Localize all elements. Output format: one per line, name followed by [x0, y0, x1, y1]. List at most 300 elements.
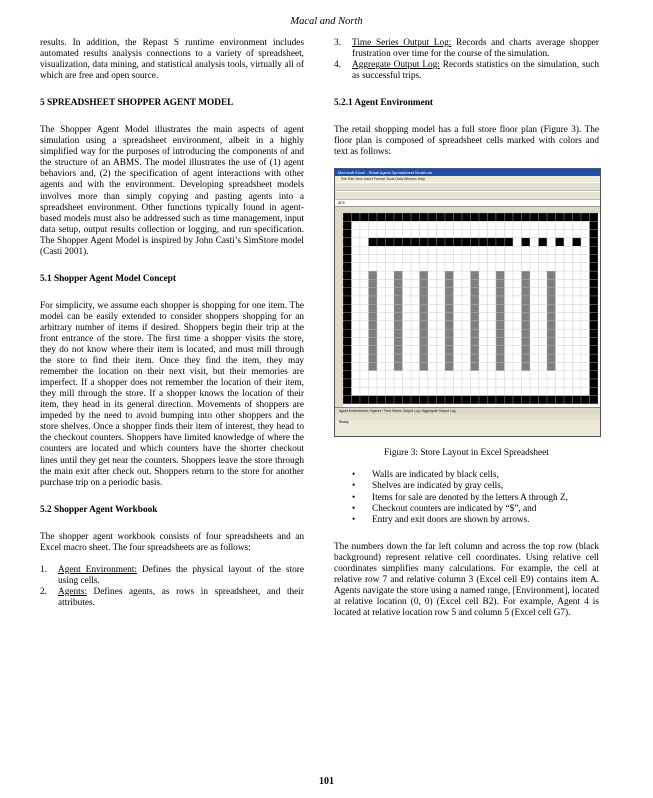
grid-cell: [420, 305, 429, 313]
grid-cell: [505, 313, 514, 321]
grid-cell: [454, 296, 463, 304]
grid-cell: [564, 305, 573, 313]
grid-cell: [403, 280, 412, 288]
grid-cell: [411, 371, 420, 379]
grid-cell: [547, 247, 556, 255]
grid-cell: [428, 271, 437, 279]
grid-cell: [556, 330, 565, 338]
grid-cell: [488, 305, 497, 313]
grid-cell: [428, 296, 437, 304]
grid-cell: [590, 280, 599, 288]
grid-cell: [403, 263, 412, 271]
grid-cell: [471, 247, 480, 255]
section-5-2-heading: 5.2 Shopper Agent Workbook: [40, 504, 158, 515]
grid-cell: [462, 238, 471, 246]
grid-cell: [386, 263, 395, 271]
grid-cell: [454, 338, 463, 346]
grid-cell: [522, 321, 531, 329]
grid-cell: [513, 296, 522, 304]
grid-cell: [530, 213, 539, 221]
grid-cell: [428, 363, 437, 371]
grid-cell: [454, 363, 463, 371]
grid-cell: [513, 396, 522, 404]
grid-cell: [394, 222, 403, 230]
grid-cell: [343, 271, 352, 279]
grid-cell: [462, 255, 471, 263]
grid-cell: [522, 388, 531, 396]
grid-cell: [488, 330, 497, 338]
grid-cell: [496, 288, 505, 296]
grid-cell: [420, 338, 429, 346]
closing-paragraph: The numbers down the far left column and across the top row (black background) represent relative cell coordinates. Using relative cell coordinates simplifies many calculations. For example, the cell at relative row 7 and relative column 3 (Excel cell E9) contains item A. Agents navigate the store using a named range, [Environment], located at relative location (0, 0) (Excel cell B2). For example, Agent 4 is located at relative location row 5 and column 5 (Excel cell G7).: [334, 541, 599, 618]
grid-cell: [556, 263, 565, 271]
grid-cell: [428, 330, 437, 338]
grid-cell: [513, 247, 522, 255]
grid-cell: [505, 296, 514, 304]
grid-cell: [513, 305, 522, 313]
grid-cell: [479, 371, 488, 379]
grid-cell: [394, 321, 403, 329]
grid-cell: [445, 238, 454, 246]
grid-cell: [539, 346, 548, 354]
list-item: [334, 38, 599, 60]
grid-cell: [581, 371, 590, 379]
grid-cell: [352, 230, 361, 238]
grid-cell: [454, 379, 463, 387]
grid-cell: [556, 313, 565, 321]
grid-cell: [403, 230, 412, 238]
grid-cell: [462, 396, 471, 404]
grid-cell: [590, 255, 599, 263]
grid-cell: [513, 280, 522, 288]
grid-cell: [377, 238, 386, 246]
grid-cell: [479, 280, 488, 288]
grid-cell: [573, 280, 582, 288]
grid-cell: [386, 296, 395, 304]
grid-cell: [462, 388, 471, 396]
grid-cell: [343, 222, 352, 230]
grid-cell: [547, 288, 556, 296]
grid-cell: [581, 247, 590, 255]
grid-cell: [377, 255, 386, 263]
grid-cell: [479, 263, 488, 271]
grid-cell: [445, 379, 454, 387]
grid-cell: [505, 321, 514, 329]
grid-cell: [471, 255, 480, 263]
grid-cell: [496, 263, 505, 271]
grid-cell: [522, 230, 531, 238]
grid-cell: [564, 321, 573, 329]
grid-cell: [420, 330, 429, 338]
grid-cell: [539, 363, 548, 371]
grid-cell: [573, 354, 582, 362]
grid-cell: [471, 338, 480, 346]
grid-cell: [454, 288, 463, 296]
grid-cell: [539, 330, 548, 338]
grid-cell: [530, 388, 539, 396]
grid-cell: [403, 388, 412, 396]
section-5-body: The Shopper Agent Model illustrates the main aspects of agent simulation using a spreadsheet environment, albeit in a highly simplified way for the purposes of introducing the components of and the structure of an ABMS. The model illustrates the use of (1) agent behaviors and, (2) the specification of agent interactions with other agents and with the environment. Developing spreadsheet models involves more than simply copying and pasting agents into a spreadsheet environment. Other functions typically found in agent-based models must also be addressed such as time management, input data setup, output results collection or logging, and run specification. The Shopper Agent Model is inspired by John Casti’s SimStore model (Casti 2001).: [40, 125, 304, 257]
grid-cell: [564, 346, 573, 354]
grid-cell: [386, 280, 395, 288]
name-box: AF8: [338, 201, 345, 206]
grid-cell: [488, 338, 497, 346]
grid-cell: [343, 346, 352, 354]
grid-cell: [471, 305, 480, 313]
grid-cell: [377, 271, 386, 279]
grid-cell: [445, 388, 454, 396]
grid-cell: [360, 238, 369, 246]
grid-cell: [343, 305, 352, 313]
grid-cell: [488, 288, 497, 296]
grid-cell: [479, 296, 488, 304]
grid-cell: [505, 330, 514, 338]
grid-cell: [547, 213, 556, 221]
grid-cell: [462, 321, 471, 329]
list-term: Agents:: [58, 586, 87, 597]
grid-cell: [360, 263, 369, 271]
grid-cell: [479, 255, 488, 263]
running-header: Macal and North: [290, 16, 363, 27]
grid-cell: [462, 330, 471, 338]
grid-cell: [522, 263, 531, 271]
grid-cell: [539, 321, 548, 329]
grid-cell: [573, 330, 582, 338]
grid-cell: [437, 330, 446, 338]
grid-cell: [556, 363, 565, 371]
list-item: [40, 587, 304, 609]
grid-cell: [394, 313, 403, 321]
grid-cell: [488, 222, 497, 230]
grid-cell: [530, 230, 539, 238]
grid-cell: [590, 338, 599, 346]
grid-cell: [343, 321, 352, 329]
grid-cell: [479, 230, 488, 238]
grid-cell: [581, 271, 590, 279]
grid-cell: [488, 388, 497, 396]
grid-cell: [394, 271, 403, 279]
grid-cell: [428, 288, 437, 296]
grid-cell: [360, 213, 369, 221]
grid-cell: [479, 305, 488, 313]
grid-cell: [564, 354, 573, 362]
grid-cell: [513, 346, 522, 354]
grid-cell: [454, 230, 463, 238]
grid-cell: [556, 321, 565, 329]
grid-cell: [522, 296, 531, 304]
list-term: Aggregate Output Log:: [352, 60, 440, 71]
grid-cell: [352, 238, 361, 246]
grid-cell: [403, 305, 412, 313]
grid-cell: [394, 238, 403, 246]
grid-cell: [564, 230, 573, 238]
grid-cell: [556, 396, 565, 404]
grid-cell: [369, 338, 378, 346]
grid-cell: [564, 371, 573, 379]
grid-cell: [454, 346, 463, 354]
grid-cell: [539, 255, 548, 263]
grid-cell: [556, 238, 565, 246]
page-number: 101: [319, 776, 334, 787]
grid-cell: [445, 280, 454, 288]
grid-cell: [522, 247, 531, 255]
grid-cell: [505, 213, 514, 221]
grid-cell: [352, 313, 361, 321]
grid-cell: [530, 247, 539, 255]
grid-cell: [547, 313, 556, 321]
grid-cell: [454, 247, 463, 255]
bullet-item: [334, 470, 599, 481]
grid-cell: [522, 288, 531, 296]
grid-cell: [539, 388, 548, 396]
grid-cell: [513, 271, 522, 279]
grid-cell: [445, 363, 454, 371]
grid-cell: [488, 354, 497, 362]
grid-cell: [547, 346, 556, 354]
grid-cell: [564, 288, 573, 296]
grid-cell: [369, 313, 378, 321]
grid-cell: [581, 354, 590, 362]
grid-cell: [420, 388, 429, 396]
grid-cell: [539, 396, 548, 404]
grid-cell: [437, 296, 446, 304]
list-number: 4.: [334, 60, 341, 71]
grid-cell: [428, 222, 437, 230]
grid-cell: [530, 222, 539, 230]
grid-cell: [581, 255, 590, 263]
grid-cell: [488, 346, 497, 354]
grid-cell: [445, 321, 454, 329]
grid-cell: [377, 230, 386, 238]
grid-cell: [411, 346, 420, 354]
grid-cell: [369, 263, 378, 271]
grid-cell: [479, 338, 488, 346]
grid-cell: [513, 338, 522, 346]
grid-cell: [377, 379, 386, 387]
bullet-dot: •: [352, 492, 356, 503]
grid-cell: [386, 255, 395, 263]
grid-cell: [471, 371, 480, 379]
grid-cell: [411, 313, 420, 321]
grid-cell: [488, 313, 497, 321]
grid-cell: [539, 379, 548, 387]
grid-cell: [513, 313, 522, 321]
left-column: [40, 38, 304, 609]
grid-cell: [513, 263, 522, 271]
grid-cell: [454, 371, 463, 379]
grid-cell: [411, 255, 420, 263]
grid-cell: [377, 371, 386, 379]
grid-cell: [573, 371, 582, 379]
grid-cell: [437, 363, 446, 371]
grid-cell: [522, 346, 531, 354]
grid-cell: [522, 222, 531, 230]
grid-cell: [454, 354, 463, 362]
grid-cell: [471, 213, 480, 221]
grid-cell: [581, 263, 590, 271]
grid-cell: [445, 338, 454, 346]
grid-cell: [556, 388, 565, 396]
grid-cell: [377, 346, 386, 354]
grid-cell: [530, 280, 539, 288]
grid-cell: [420, 222, 429, 230]
grid-cell: [573, 313, 582, 321]
grid-cell: [488, 280, 497, 288]
bullet-text: Entry and exit doors are shown by arrows.: [372, 514, 530, 525]
grid-cell: [403, 288, 412, 296]
grid-cell: [471, 271, 480, 279]
grid-cell: [479, 213, 488, 221]
status-bar: Ready: [335, 420, 600, 425]
grid-cell: [488, 379, 497, 387]
grid-cell: [352, 338, 361, 346]
grid-cell: [360, 296, 369, 304]
grid-cell: [343, 396, 352, 404]
grid-cell: [479, 271, 488, 279]
grid-cell: [573, 288, 582, 296]
grid-cell: [462, 263, 471, 271]
grid-cell: [590, 222, 599, 230]
grid-cell: [352, 388, 361, 396]
store-grid: [335, 207, 600, 407]
grid-cell: [445, 346, 454, 354]
grid-cell: [428, 321, 437, 329]
grid-cell: [411, 396, 420, 404]
grid-cell: [462, 247, 471, 255]
grid-cell: [556, 271, 565, 279]
grid-cell: [352, 371, 361, 379]
bullet-text: Shelves are indicated by gray cells,: [372, 481, 504, 492]
grid-cell: [343, 280, 352, 288]
grid-cell: [343, 263, 352, 271]
grid-cell: [471, 288, 480, 296]
grid-cell: [420, 288, 429, 296]
grid-cell: [471, 238, 480, 246]
grid-cell: [539, 238, 548, 246]
grid-cell: [386, 379, 395, 387]
grid-cell: [411, 230, 420, 238]
bullet-item: [334, 515, 599, 526]
excel-store-layout-figure: [334, 168, 601, 437]
grid-cell: [352, 247, 361, 255]
grid-cell: [360, 271, 369, 279]
grid-cell: [590, 363, 599, 371]
grid-cell: [547, 271, 556, 279]
grid-cell: [360, 330, 369, 338]
grid-cell: [496, 230, 505, 238]
grid-cell: [513, 354, 522, 362]
grid-cell: [343, 363, 352, 371]
grid-cell: [539, 230, 548, 238]
grid-cell: [360, 305, 369, 313]
grid-cell: [411, 288, 420, 296]
grid-cell: [420, 313, 429, 321]
grid-cell: [496, 305, 505, 313]
grid-cell: [403, 222, 412, 230]
grid-cell: [496, 363, 505, 371]
grid-cell: [445, 263, 454, 271]
grid-cell: [513, 238, 522, 246]
grid-cell: [471, 321, 480, 329]
grid-cell: [573, 305, 582, 313]
grid-cell: [462, 379, 471, 387]
grid-cell: [488, 271, 497, 279]
grid-cell: [454, 238, 463, 246]
grid-cell: [360, 371, 369, 379]
grid-cell: [573, 263, 582, 271]
excel-title-bar: Microsoft Excel - Retail Agent Spreadsheet Model.xls: [335, 169, 600, 176]
grid-cell: [403, 338, 412, 346]
grid-cell: [530, 255, 539, 263]
grid-cell: [547, 255, 556, 263]
grid-cell: [564, 213, 573, 221]
grid-cell: [386, 396, 395, 404]
grid-cell: [377, 288, 386, 296]
grid-cell: [411, 363, 420, 371]
grid-cell: [377, 305, 386, 313]
grid-cell: [496, 247, 505, 255]
grid-cell: [564, 280, 573, 288]
grid-cell: [403, 238, 412, 246]
grid-cell: [488, 363, 497, 371]
grid-cell: [539, 271, 548, 279]
grid-cell: [386, 222, 395, 230]
grid-cell: [522, 255, 531, 263]
grid-cell: [505, 247, 514, 255]
grid-cell: [335, 207, 600, 213]
grid-cell: [386, 354, 395, 362]
intro-paragraph: results. In addition, the Repast S runtime environment includes automated results analysis connections to a variety of spreadsheet, visualization, data mining, and statistical analysis tools, virtually all of which are free and open source.: [40, 38, 304, 82]
grid-cell: [530, 371, 539, 379]
grid-cell: [471, 313, 480, 321]
grid-cell: [403, 271, 412, 279]
grid-cell: [403, 321, 412, 329]
grid-cell: [420, 280, 429, 288]
grid-cell: [471, 330, 480, 338]
grid-cell: [454, 330, 463, 338]
grid-cell: [462, 271, 471, 279]
grid-cell: [573, 379, 582, 387]
grid-cell: [581, 280, 590, 288]
grid-cell: [352, 288, 361, 296]
grid-cell: [581, 213, 590, 221]
grid-cell: [411, 305, 420, 313]
grid-cell: [539, 222, 548, 230]
grid-cell: [488, 296, 497, 304]
grid-cell: [479, 388, 488, 396]
grid-cell: [377, 213, 386, 221]
grid-cell: [386, 305, 395, 313]
grid-cell: [479, 321, 488, 329]
grid-cell: [522, 305, 531, 313]
grid-cell: [547, 379, 556, 387]
grid-cell: [547, 222, 556, 230]
grid-cell: [445, 230, 454, 238]
grid-cell: [445, 255, 454, 263]
grid-cell: [420, 271, 429, 279]
grid-cell: [411, 271, 420, 279]
grid-cell: [352, 396, 361, 404]
grid-cell: [471, 230, 480, 238]
grid-cell: [437, 346, 446, 354]
grid-cell: [505, 346, 514, 354]
grid-cell: [462, 288, 471, 296]
grid-cell: [513, 230, 522, 238]
grid-cell: [386, 346, 395, 354]
grid-cell: [556, 338, 565, 346]
grid-cell: [513, 213, 522, 221]
grid-cell: [386, 321, 395, 329]
